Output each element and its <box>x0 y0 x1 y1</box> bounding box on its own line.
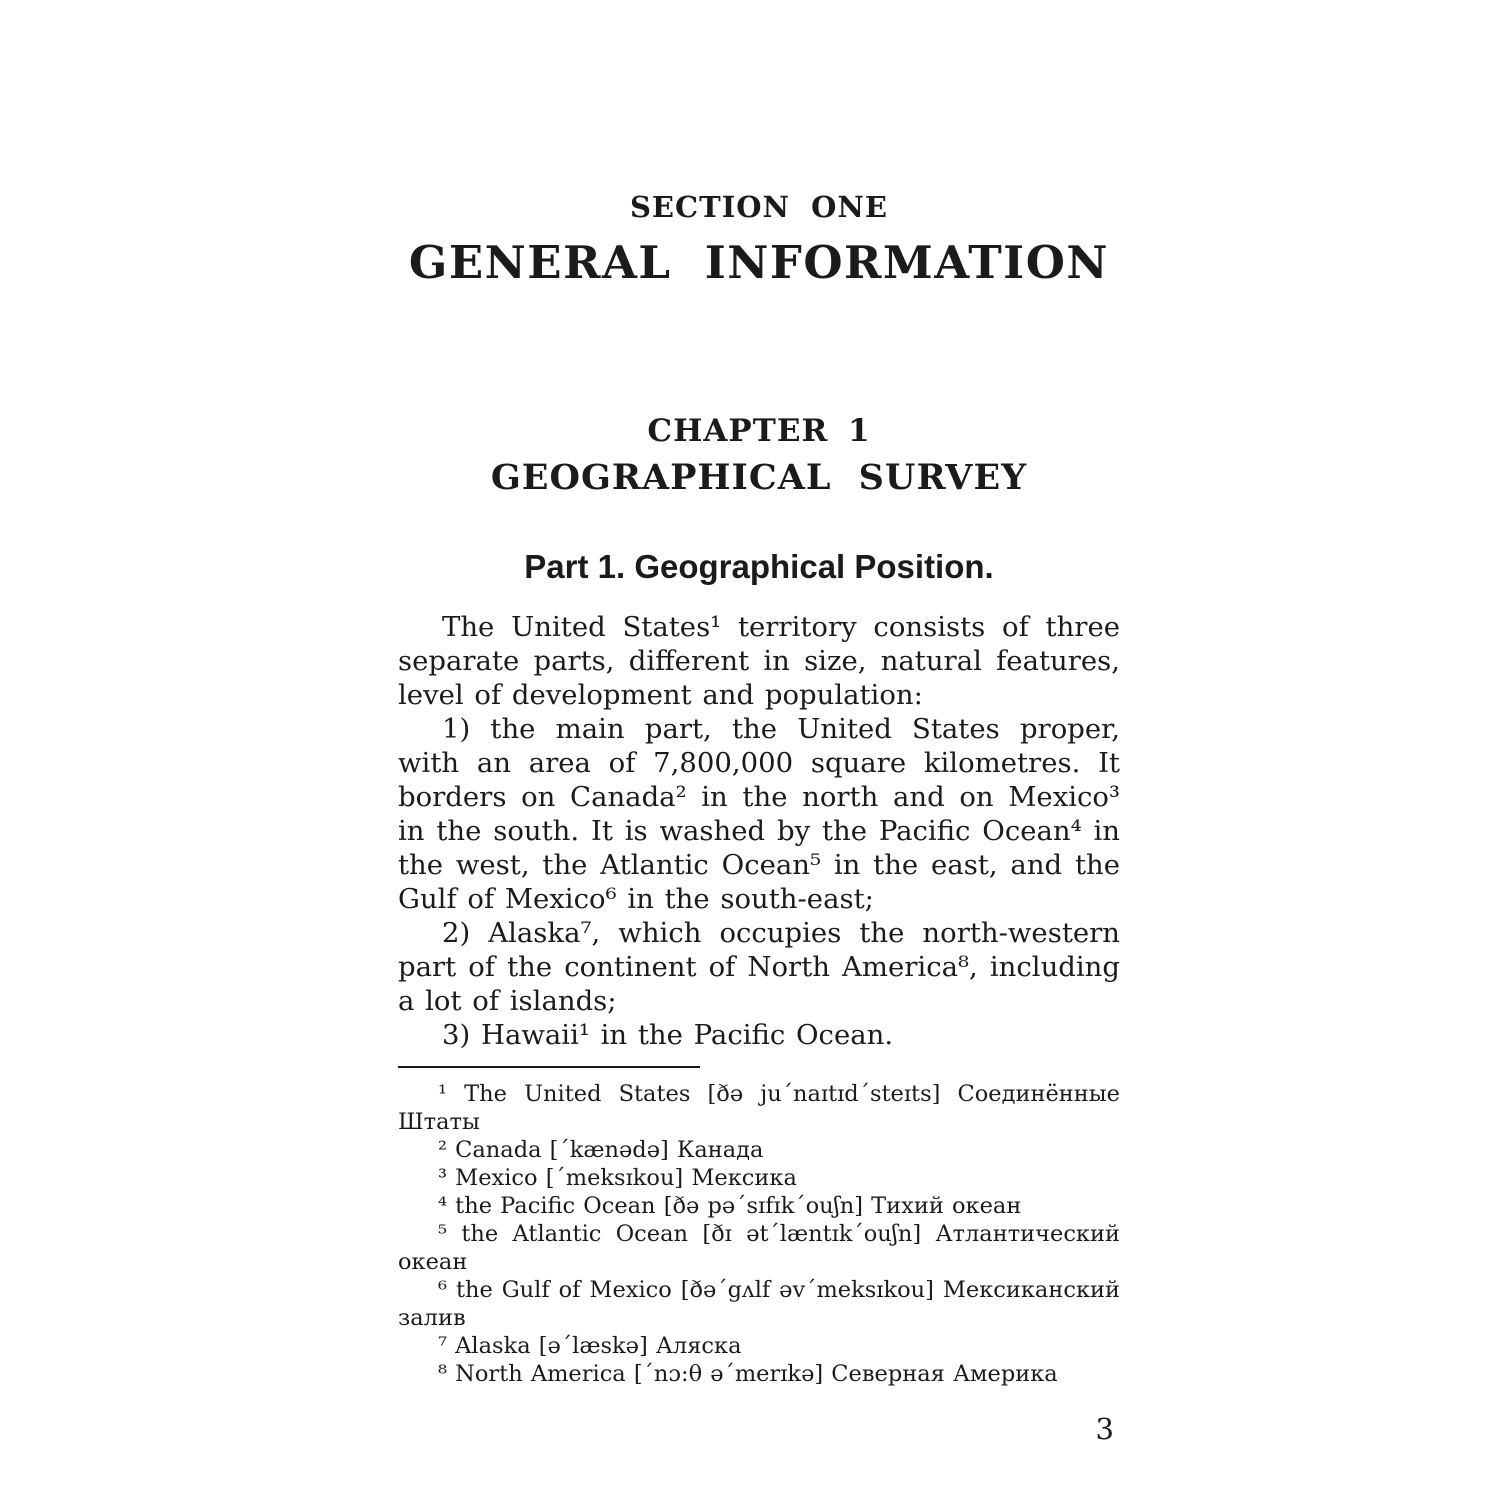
footnote-separator <box>398 1066 700 1068</box>
chapter-title: GEOGRAPHICAL SURVEY <box>490 457 1028 498</box>
section-heading: SECTION ONE <box>629 190 888 224</box>
footnote-line: ⁴ the Pacific Ocean [ðə pə´sɪfɪk´ouʃn] Тихий океан <box>438 1193 1022 1219</box>
page-number: 3 <box>1095 1412 1114 1446</box>
section-title: GENERAL INFORMATION <box>408 236 1110 289</box>
chapter-heading: CHAPTER 1 <box>647 413 871 449</box>
footnote-line: ³ Mexico [´meksɪkou] Мексика <box>438 1165 797 1191</box>
book-page <box>398 0 1120 1446</box>
body-paragraph: 3) Hawaii¹ in the Pacific Ocean. <box>442 1019 894 1051</box>
footnotes <box>398 1080 1120 1388</box>
footnote-line: ⁸ North America [´nɔ:θ ə´merɪkə] Северная Америка <box>438 1361 1058 1387</box>
footnote-line: ² Canada [´kænədə] Канада <box>438 1137 764 1163</box>
footnote-line: ¹ The United States [ðə ju´naɪtɪd´steɪts] Соединённые Штаты <box>398 1081 1120 1135</box>
footnote-line: ⁷ Alaska [ə´læskə] Аляска <box>438 1333 742 1359</box>
body-paragraph: 1) the main part, the United States proper, with an area of 7,800,000 square kilometres. It borders on Canada² in the north and on Mexico³ in the south. It is washed by the Pacific Ocean⁴ in the west, the Atlantic Ocean⁵ in the east, and the Gulf of Mexico⁶ in the south-east; <box>398 713 1120 915</box>
body-paragraph: The United States¹ territory consists of three separate parts, different in size, natural features, level of development and population: <box>398 611 1120 711</box>
part-title: Part 1. Geographical Position. <box>524 548 994 585</box>
footnote-line: ⁵ the Atlantic Ocean [ðɪ ət´læntɪk´ouʃn] Атлантический океан <box>398 1221 1120 1275</box>
footnote-line: ⁶ the Gulf of Mexico [ðə´gʌlf əv´meksɪkou] Мексиканский залив <box>398 1277 1120 1331</box>
body-paragraphs <box>398 610 1120 1052</box>
body-paragraph: 2) Alaska⁷, which occupies the north-western part of the continent of North America⁸, including a lot of islands; <box>398 917 1120 1017</box>
